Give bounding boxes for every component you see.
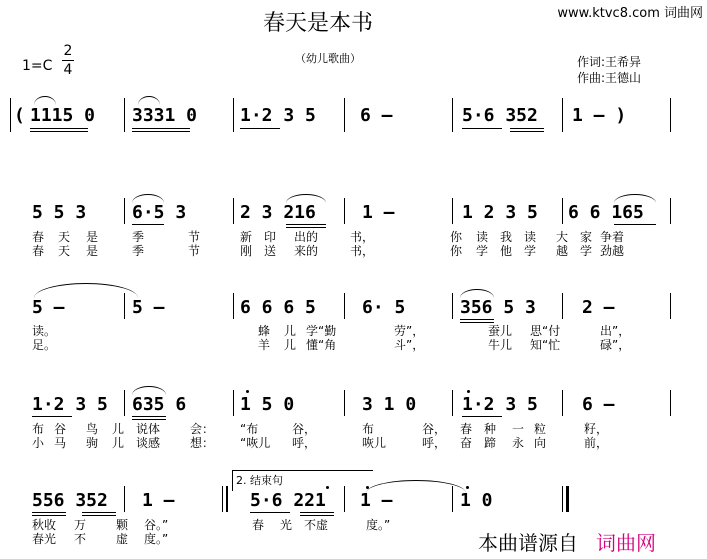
measure-r1-m2: 3331 0 [132, 105, 198, 126]
barline [124, 98, 125, 132]
lyric-syllable: 颗 [116, 518, 129, 532]
lyric-syllable: 你 [450, 244, 463, 258]
barline [452, 293, 453, 319]
lyric-syllable: 牛儿 [488, 338, 513, 352]
lyric-syllable: 谷， [422, 422, 447, 436]
beam-underline [286, 224, 326, 225]
barline-final-thick [566, 486, 569, 512]
beam-underline [132, 131, 190, 132]
lyric-row5-verse2 [32, 530, 168, 547]
lyric-syllable: 度。” [144, 532, 169, 546]
measure-r4-m6: 6 – [582, 394, 615, 415]
lyric-syllable: 刚 [240, 244, 253, 258]
lyric-syllable: 光 [280, 518, 293, 532]
slur-arc [132, 194, 164, 203]
lyric-syllable: 知“忙 [530, 338, 561, 352]
measure-r1-m5: 5·6 352 [462, 105, 538, 126]
lyric-syllable: 印 [264, 230, 277, 244]
barline [344, 390, 345, 416]
barline [562, 198, 563, 224]
lyric-syllable: 谈感 [136, 436, 161, 450]
lyric-row4-verse2 [32, 434, 608, 451]
slur-arc [132, 386, 166, 395]
lyric-syllable: 春 [32, 244, 45, 258]
lyric-syllable: 羊 [258, 338, 271, 352]
barline [344, 486, 345, 512]
measure-r5-m2: 1 – [142, 490, 175, 511]
lyric-syllable: 读 [524, 230, 537, 244]
barline [562, 390, 563, 416]
lyric-syllable: 前， [584, 436, 609, 450]
lyric-syllable: 学“勤 [306, 324, 337, 338]
lyric-syllable: 籽， [584, 422, 609, 436]
lyric-syllable: 种 [484, 422, 497, 436]
barline [670, 293, 671, 319]
lyric-syllable: 春 [32, 230, 45, 244]
lyric-syllable: 粒 [534, 422, 547, 436]
beam-underline [132, 224, 164, 225]
barline-final-thin [562, 486, 563, 512]
lyric-syllable: 春 [252, 518, 265, 532]
lyric-syllable: 儿 [112, 436, 125, 450]
measure-r2-m5: 1 2 3 5 [462, 202, 538, 223]
lyric-syllable: 来的 [294, 244, 319, 258]
source-brand-link[interactable]: 词曲网 [596, 531, 656, 555]
beam-underline [240, 128, 280, 129]
beam-underline [460, 319, 494, 320]
lyric-syllable: 季 [132, 244, 145, 258]
lyric-syllable: 布 [362, 422, 375, 436]
high-octave-dot [246, 390, 249, 393]
lyric-syllable: “布 [240, 422, 259, 436]
tie-arc [138, 96, 160, 105]
measure-r2-m1: 5 5 3 [32, 202, 87, 223]
lyric-syllable: 谷 [54, 422, 67, 436]
lyric-syllable: 斗”， [394, 338, 425, 352]
barline [452, 198, 453, 224]
tie-arc [34, 96, 56, 105]
barline [562, 293, 563, 319]
lyric-syllable: 驹 [86, 436, 99, 450]
measure-r5-m1: 556 352 [32, 490, 108, 511]
lyric-syllable: 不 [74, 532, 87, 546]
lyric-syllable: 度。” [366, 518, 391, 532]
beam-underline [300, 512, 334, 513]
beam-underline [614, 224, 656, 225]
lyricist-credit: 作词:王希异 [577, 55, 642, 69]
lyric-syllable: 咴儿 [362, 436, 387, 450]
slur-arc [614, 194, 656, 203]
lyric-syllable: 儿 [284, 324, 297, 338]
lyric-syllable: 他 [500, 244, 513, 258]
barline [344, 293, 345, 319]
tie-arc [34, 283, 138, 298]
lyric-syllable: 越 [556, 244, 569, 258]
lyric-row2-verse2 [32, 242, 624, 259]
lyric-syllable: 向 [534, 436, 547, 450]
high-octave-dot [467, 390, 470, 393]
measure-r1-m6: 1 – ) [572, 105, 627, 126]
lyric-syllable: 天 [58, 230, 71, 244]
lyric-syllable: 儿 [112, 422, 125, 436]
measure-r1-m1: 1115 0 [30, 105, 96, 126]
beam-underline [32, 512, 66, 513]
lyric-syllable: 儿 [284, 338, 297, 352]
lyric-syllable: 劳”， [394, 324, 425, 338]
measure-r5-m3: 5·6 221 [250, 490, 326, 511]
beam-underline [82, 512, 116, 513]
barline [124, 486, 125, 512]
lyric-syllable: 节 [188, 244, 201, 258]
measure-r5-m4: 1 – [360, 490, 393, 511]
measure-r3-m1: 5 – [32, 297, 65, 318]
source-label: 本曲谱源自 [478, 531, 578, 555]
lyric-syllable: 新 [240, 230, 253, 244]
lyric-syllable: 出的 [294, 230, 319, 244]
lyric-syllable: 一 [512, 422, 525, 436]
high-octave-dot [366, 486, 369, 489]
measure-r2-m2: 6·5 3 [132, 202, 187, 223]
measure-r3-m4: 6· 5 [362, 297, 406, 318]
lyric-syllable: 天 [58, 244, 71, 258]
lyric-syllable: 蹄 [484, 436, 497, 450]
measure-r4-m4: 3 1 0 [362, 394, 417, 415]
measure-r4-m2: 635 6 [132, 394, 187, 415]
lyric-syllable: 大 [556, 230, 569, 244]
lyric-syllable: 劲越 [600, 244, 625, 258]
beam-underline [510, 128, 544, 129]
lyric-syllable: 出”， [600, 324, 631, 338]
beam-underline [30, 131, 88, 132]
beam-underline [250, 512, 290, 513]
barline [10, 98, 11, 132]
barline [233, 293, 234, 319]
barline-double [222, 486, 223, 512]
lyric-syllable: 春光 [32, 532, 57, 546]
lyric-syllable: 蜂 [258, 324, 271, 338]
lyric-syllable: 谷。” [144, 518, 169, 532]
composer-credit: 作曲:王德山 [577, 71, 642, 85]
barline [233, 390, 234, 416]
lyric-syllable: 碌”， [600, 338, 631, 352]
lyric-row3-verse2 [32, 336, 630, 353]
lyric-syllable: “咴儿 [240, 436, 271, 450]
lyric-syllable: 足。 [32, 338, 57, 352]
measure-r1-m3: 1·2 3 5 [240, 105, 316, 126]
lyric-syllable: 节 [188, 230, 201, 244]
lyric-syllable: 布 [32, 422, 45, 436]
measure-r2-m4: 1 – [362, 202, 395, 223]
lyric-syllable: 送 [264, 244, 277, 258]
song-title: 春天是本书 [263, 11, 374, 36]
beam-underline [510, 131, 544, 132]
barline [452, 98, 453, 132]
lyric-syllable: 你 [450, 230, 463, 244]
lyric-syllable: 学 [580, 244, 593, 258]
beam-underline [462, 416, 502, 417]
lyric-syllable: 书， [350, 230, 375, 244]
lyric-syllable: 会： [190, 422, 215, 436]
lyric-syllable: 说体 [136, 422, 161, 436]
beam-underline [30, 128, 88, 129]
lyric-syllable: 是 [86, 244, 99, 258]
source-attribution [478, 527, 656, 556]
time-numerator: 2 [63, 43, 73, 59]
repeat-open-paren: ( [14, 105, 25, 126]
song-subtitle: （幼儿歌曲） [295, 52, 361, 65]
measure-r1-m4: 6 – [360, 105, 393, 126]
measure-r3-m6: 2 – [582, 297, 615, 318]
lyric-syllable: 读。 [32, 324, 57, 338]
second-ending-label: 2. 结束句 [236, 474, 283, 487]
lyric-syllable: 万 [74, 518, 87, 532]
barline [344, 98, 345, 132]
measure-r4-m3: 1 5 0 [240, 394, 295, 415]
lyric-syllable: 谷， [292, 422, 317, 436]
website-watermark: www.ktvc8.com 词曲网 [557, 6, 703, 21]
barline [344, 198, 345, 224]
barline [670, 98, 671, 132]
high-octave-dot [466, 486, 469, 489]
measure-r4-m5: 1·2 3 5 [462, 394, 538, 415]
measure-r3-m5: 356 5 3 [460, 297, 536, 318]
time-denominator: 4 [63, 62, 73, 78]
barline [670, 390, 671, 416]
lyric-syllable: 学 [524, 244, 537, 258]
barline [562, 98, 563, 132]
barline [452, 390, 453, 416]
lyric-syllable: 争着 [600, 230, 625, 244]
lyric-syllable: 永 [512, 436, 525, 450]
lyric-syllable: 蚕儿 [488, 324, 513, 338]
slur-arc [460, 289, 494, 298]
measure-r2-m3: 2 3 216 [240, 202, 316, 223]
lyric-syllable: 学 [476, 244, 489, 258]
lyric-syllable: 思“付 [530, 324, 561, 338]
lyric-syllable: 春 [460, 422, 473, 436]
measure-r4-m1: 1·2 3 5 [32, 394, 108, 415]
lyric-syllable: 想： [190, 436, 215, 450]
barline [124, 390, 125, 416]
lyric-syllable: 书， [350, 244, 375, 258]
lyric-syllable: 呼， [292, 436, 317, 450]
lyric-syllable: 季 [132, 230, 145, 244]
barline [233, 198, 234, 224]
barline-double [226, 486, 228, 512]
lyric-syllable: 我 [500, 230, 513, 244]
lyric-syllable: 鸟 [86, 422, 99, 436]
time-signature [62, 42, 74, 79]
key-signature: 1=C [22, 58, 53, 74]
measure-r3-m3: 6 6 6 5 [240, 297, 316, 318]
barline [670, 198, 671, 224]
beam-underline [32, 416, 72, 417]
beam-underline [132, 128, 190, 129]
time-fraction-line [62, 60, 74, 61]
measure-r2-m6: 6 6 165 [568, 202, 644, 223]
credits [577, 54, 641, 86]
measure-r5-m5: 1 0 [460, 490, 493, 511]
lyric-syllable: 不虚 [304, 518, 329, 532]
lyric-syllable: 秋收 [32, 518, 57, 532]
lyric-syllable: 虚 [116, 532, 129, 546]
lyric-syllable: 是 [86, 230, 99, 244]
barline [124, 198, 125, 224]
lyric-syllable: 读 [476, 230, 489, 244]
high-octave-dot [326, 486, 329, 489]
slur-arc [286, 194, 326, 203]
lyric-syllable: 家 [580, 230, 593, 244]
beam-underline [132, 416, 166, 417]
measure-r3-m2: 5 – [132, 297, 165, 318]
lyric-syllable: 马 [54, 436, 67, 450]
lyric-syllable: 奋 [460, 436, 473, 450]
lyric-syllable: 呼， [422, 436, 447, 450]
lyric-syllable: 懂“角 [306, 338, 337, 352]
lyric-syllable: 小 [32, 436, 45, 450]
tie-arc [366, 480, 466, 493]
barline [233, 98, 234, 132]
beam-underline [462, 128, 502, 129]
